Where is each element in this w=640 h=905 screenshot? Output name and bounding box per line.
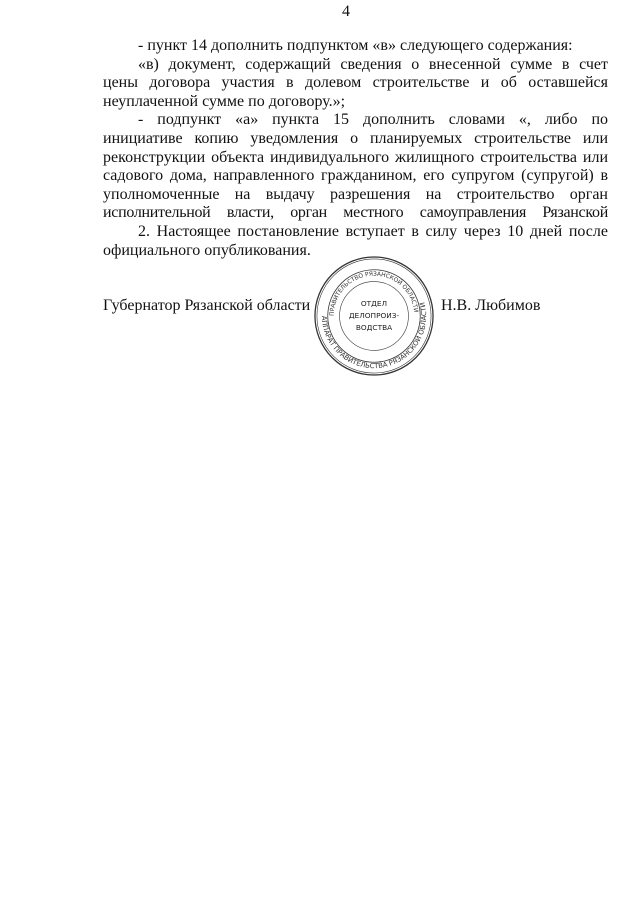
stamp-outer-text: АППАРАТ ПРАВИТЕЛЬСТВА РЯЗАНСКОЙ ОБЛАСТИ bbox=[319, 301, 429, 371]
text-line: садового дома, направленного гражданином, его супругом (супругой) в bbox=[103, 167, 608, 185]
stamp-center-line: ОТДЕЛ bbox=[360, 299, 388, 309]
signature-name: Н.В. Любимов bbox=[441, 297, 541, 314]
text-line: официального опубликования. bbox=[103, 241, 311, 259]
text-line: инициативе копию уведомления о планируемых строительстве или bbox=[103, 129, 608, 147]
text-line: «в) документ, содержащий сведения о внесенной сумме в счет bbox=[138, 55, 608, 73]
text-line: исполнительной власти, орган местного самоуправления Рязанской bbox=[103, 204, 608, 222]
signature-position: Губернатор Рязанской области bbox=[103, 297, 311, 314]
stamp-center-line: ВОДСТВА bbox=[355, 322, 393, 332]
document-body bbox=[103, 37, 608, 260]
stamp-center-line: ДЕЛОПРОИЗ- bbox=[348, 310, 400, 320]
text-line: 2. Настоящее постановление вступает в силу через 10 дней после bbox=[138, 222, 608, 240]
text-line: - подпункт «а» пункта 15 дополнить словами «, либо по bbox=[138, 111, 608, 129]
text-line: реконструкции объекта индивидуального жилищного строительства или bbox=[103, 148, 608, 166]
text-line: уполномоченные на выдачу разрешения на строительство орган bbox=[103, 185, 608, 203]
text-line: - пункт 14 дополнить подпунктом «в» следующего содержания: bbox=[138, 37, 573, 54]
text-line: неуплаченной сумме по договору.»; bbox=[103, 92, 346, 110]
page-number: 4 bbox=[342, 3, 350, 20]
official-stamp bbox=[313, 255, 435, 377]
stamp-inner-text: ПРАВИТЕЛЬСТВО РЯЗАНСКОЙ ОБЛАСТИ bbox=[329, 271, 419, 317]
text-line: цены договора участия в долевом строительстве и об оставшейся bbox=[103, 74, 608, 92]
